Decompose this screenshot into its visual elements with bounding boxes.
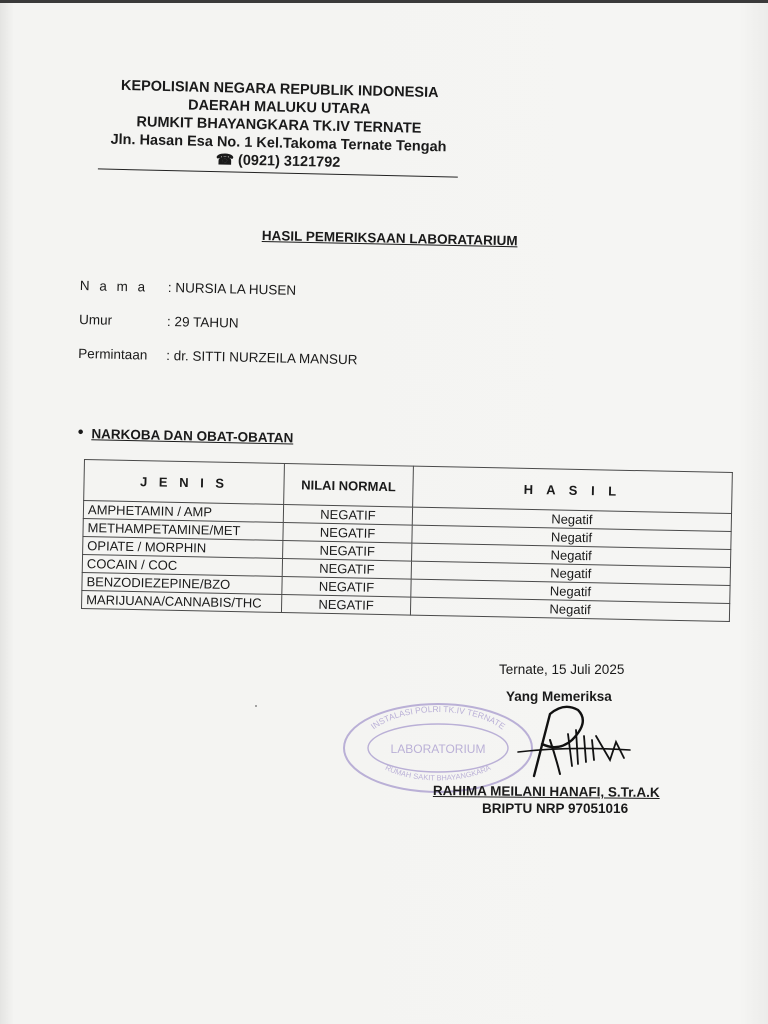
header-jenis: J E N I S [84, 460, 285, 505]
letterhead-hospital: RUMKIT BHAYANGKARA TK.IV TERNATE [136, 114, 422, 137]
signer-name: RAHIMA MEILANI HANAFI, S.Tr.A.K [432, 783, 660, 800]
request-label: Permintaan [78, 345, 148, 363]
test-name: AMPHETAMIN / AMP [83, 501, 283, 523]
bullet-icon: • [77, 424, 84, 442]
patient-age-label: Umur [78, 311, 113, 328]
result-value: Negatif [412, 507, 731, 531]
stamp-outer-text: INSTALASI POLRI TK.IV TERNATE [368, 703, 508, 732]
normal-value: NEGATIF [282, 559, 411, 580]
patient-age-value: : 29 TAHUN [166, 313, 239, 331]
result-value: Negatif [410, 597, 729, 621]
normal-value: NEGATIF [283, 523, 412, 544]
section-title: NARKOBA DAN OBAT-OBATAN [91, 425, 294, 446]
telephone-icon: ☎ [215, 152, 235, 169]
patient-name-value: : NURSIA LA HUSEN [167, 279, 297, 298]
header-nilai-normal: NILAI NORMAL [284, 464, 414, 508]
result-value: Negatif [412, 543, 731, 567]
result-value: Negatif [411, 561, 730, 585]
stamp-center-text: LABORATORIUM [390, 742, 486, 756]
request-row [78, 346, 358, 386]
patient-name-label: N a m a [79, 278, 149, 295]
document-title: HASIL PEMERIKSAAN LABORATARIUM [261, 228, 518, 249]
test-name: METHAMPETAMINE/MET [83, 518, 283, 540]
patient-info [78, 278, 360, 386]
stamp-lower-text: RUMAH SAKIT BHAYANGKARA [383, 762, 493, 783]
place-date: Ternate, 15 Juli 2025 [499, 662, 625, 677]
letterhead-institution: KEPOLISIAN NEGARA REPUBLIK INDONESIA [120, 77, 439, 102]
test-name: BENZODIEZEPINE/BZO [82, 572, 282, 594]
normal-value: NEGATIF [281, 594, 410, 615]
result-value: Negatif [411, 579, 730, 603]
phone-number: (0921) 3121792 [237, 152, 341, 171]
letterhead [78, 76, 480, 178]
examiner-label: Yang Memeriksa [506, 689, 612, 704]
letterhead-region: DAERAH MALUKU UTARA [187, 97, 371, 118]
signer-rank-id: BRIPTU NRP 97051016 [482, 801, 629, 816]
normal-value: NEGATIF [283, 505, 412, 526]
result-value: Negatif [412, 525, 731, 549]
test-name: OPIATE / MORPHIN [83, 536, 283, 558]
normal-value: NEGATIF [282, 577, 411, 598]
letterhead-address: Jln. Hasan Esa No. 1 Kel.Takoma Ternate Tengah [110, 131, 447, 156]
normal-value: NEGATIF [283, 541, 412, 562]
page-edge-line [0, 0, 768, 3]
test-name: MARIJUANA/CANNABIS/THC [81, 590, 281, 612]
lab-results-table [81, 459, 733, 622]
section-heading [78, 424, 294, 447]
request-value: : dr. SITTI NURZEILA MANSUR [166, 347, 358, 368]
header-hasil: H A S I L [413, 466, 733, 513]
test-name: COCAIN / COC [82, 554, 282, 576]
handwritten-signature [498, 700, 638, 790]
paper-speck [255, 705, 257, 707]
